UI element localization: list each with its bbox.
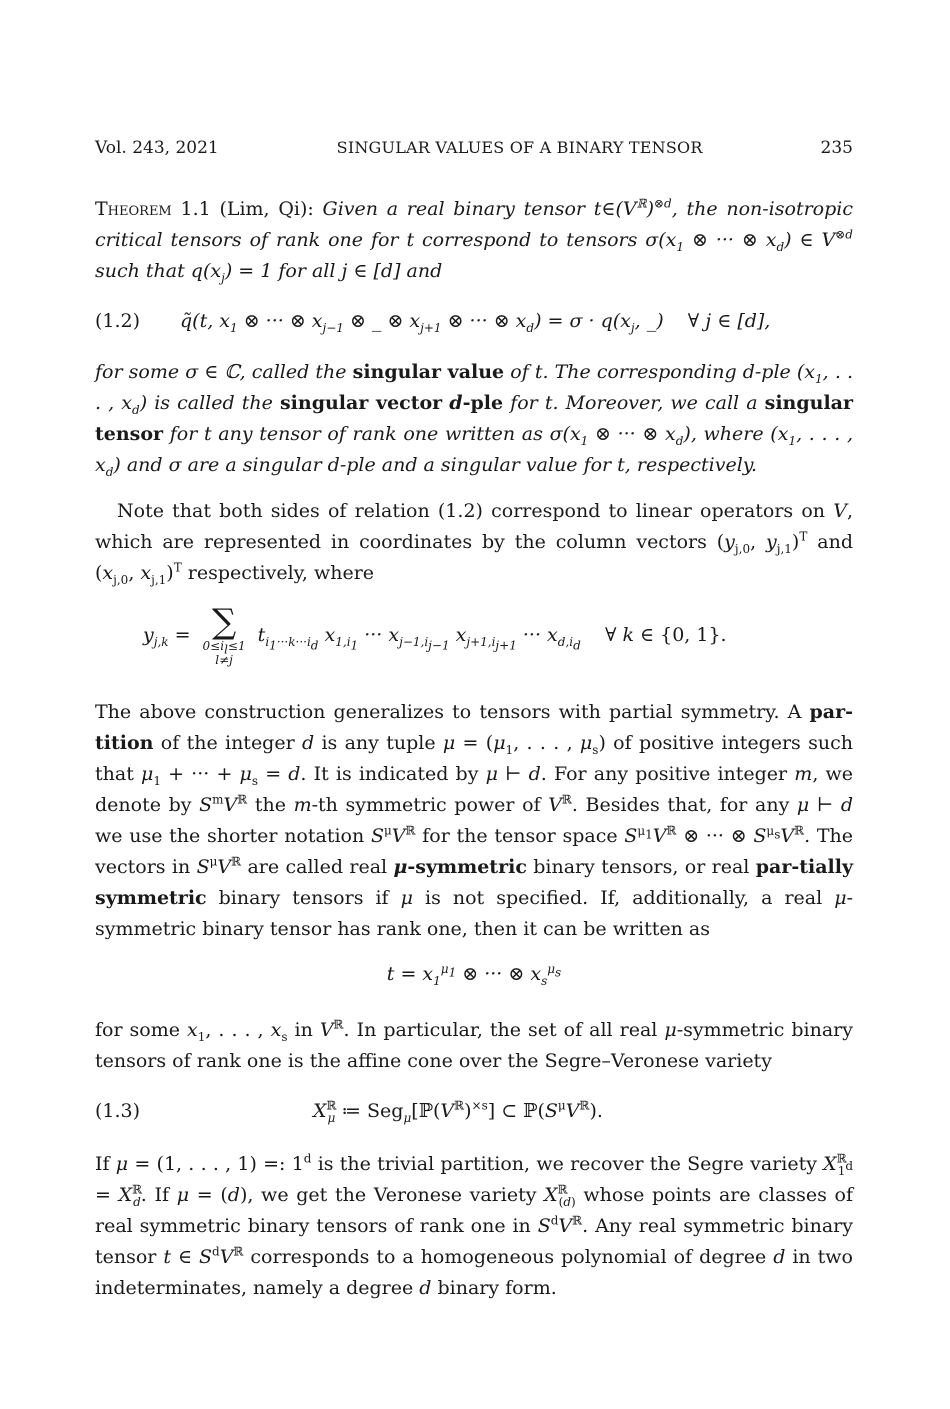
theorem-label: Theorem 1.1	[95, 198, 211, 220]
term-partially-a: par-	[755, 856, 800, 878]
term-singular-value: singular value	[352, 361, 505, 383]
term-singular-tensor: singular tensor	[95, 392, 854, 445]
theorem-continuation: for some σ ∈ ℂ, called the singular value of t. The corresponding d-ple ($x_1$, . . . , $x_d$) is called the singular vector d-ple for t. Moreover, we call a singular tensor for t any tensor of rank one written as $\sigma(x_1$ ⊗ ··· ⊗ $x_d$), where ($x_1$, . . . , $x_d$) and σ are a singular d-ple and a singular value for t, respectively.	[95, 361, 854, 479]
term-partially-b: tially symmetric	[95, 856, 854, 909]
segre-paragraph: for some $x_1$, . . . , $x_s$ in $V^ℝ$. In particular, the set of all real μ-symmetric binary tensors of rank one is the affine cone over the Segre–Veronese variety	[95, 1017, 853, 1072]
running-header	[95, 138, 853, 158]
term-mu-symmetric: -symmetric	[407, 856, 527, 878]
running-title: SINGULAR VALUES OF A BINARY TENSOR	[336, 138, 703, 157]
page-number: 235	[820, 138, 853, 158]
equation-number: (1.3)	[95, 1100, 141, 1122]
theorem-statement: Theorem 1.1 (Lim, Qi): Given a real binary tensor $t\in(V^ℝ)^{\otimes d}$, the non-isotropic critical tensors of rank one for t correspond to tensors $\sigma(x_1$ ⊗ ··· ⊗ $x_d$) ∈ $V^{\otimes d}$ such that $q(x_j) = 1$ for all j ∈ [d] and	[95, 196, 853, 285]
equation-rank-one: $t = x_1^{\mu_1}$ ⊗ ··· ⊗ $x_s^{\mu_s}$	[386, 961, 562, 988]
term-partition-b: tition	[95, 732, 154, 754]
note-paragraph: Note that both sides of relation (1.2) correspond to linear operators on V, which are represented in coordinates by the column vectors ($y_{j,0}$, $y_{j,1})^T$ and ($x_{j,0}$, $x_{j,1})^T$ respectively, where	[95, 500, 853, 587]
theorem-attribution: (Lim, Qi):	[219, 198, 314, 220]
equation-number: (1.2)	[95, 310, 141, 332]
equation-y-jk: $y_{j,k}$ = ∑ $0\le i_l\le 1$ l≠j $t_{i_1\cdot\cdot\cdot k\cdot\cdot\cdot i_d}$ $x_{1,i_1}$ ··· $x_{j-1,i_{j-1}}$ $x_{j+1,i_{j+1}}$ ··· $x_{d,i_d}$ ∀ k ∈ {0, 1}.	[143, 602, 727, 667]
volume-info: Vol. 243, 2021	[95, 138, 219, 158]
term-partition-a: par-	[809, 701, 853, 723]
construction-paragraph: The above construction generalizes to tensors with partial symmetry. A par-tition of the integer d is any tuple $\mu = (\mu_1$, . . . , $\mu_s$) of positive integers such that $\mu_1$ + ··· + $\mu_s = d$. It is indicated by μ ⊢ d. For any positive integer m, we denote by $S^mV^ℝ$ the m-th symmetric power of $V^ℝ$. Besides that, for any μ ⊢ d we use the shorter notation $S^\mu V^ℝ$ for the tensor space $S^{\mu_1}V^ℝ$ ⊗ ··· ⊗ $S^{\mu_s}V^ℝ$. The vectors in $S^\mu V^ℝ$ are called real μ-symmetric binary tensors, or real par-tially symmetric binary tensors if μ is not specified. If, additionally, a real μ-symmetric binary tensor has rank one, then it can be written as	[95, 701, 854, 940]
term-singular-vector: singular vector	[279, 392, 443, 414]
trivial-partition-paragraph: If μ = (1, . . . , 1) =: 1$^d$ is the trivial partition, we recover the Segre variety $X^ℝ_{1^d} = X^ℝ_d$. If μ = (d), we get the Veronese variety $X^ℝ_{(d)}$ whose points are classes of real symmetric binary tensors of rank one in $S^dV^ℝ$. Any real symmetric binary tensor t ∈ $S^dV^ℝ$ corresponds to a homogeneous polynomial of degree d in two indeterminates, namely a degree d binary form.	[95, 1151, 854, 1299]
